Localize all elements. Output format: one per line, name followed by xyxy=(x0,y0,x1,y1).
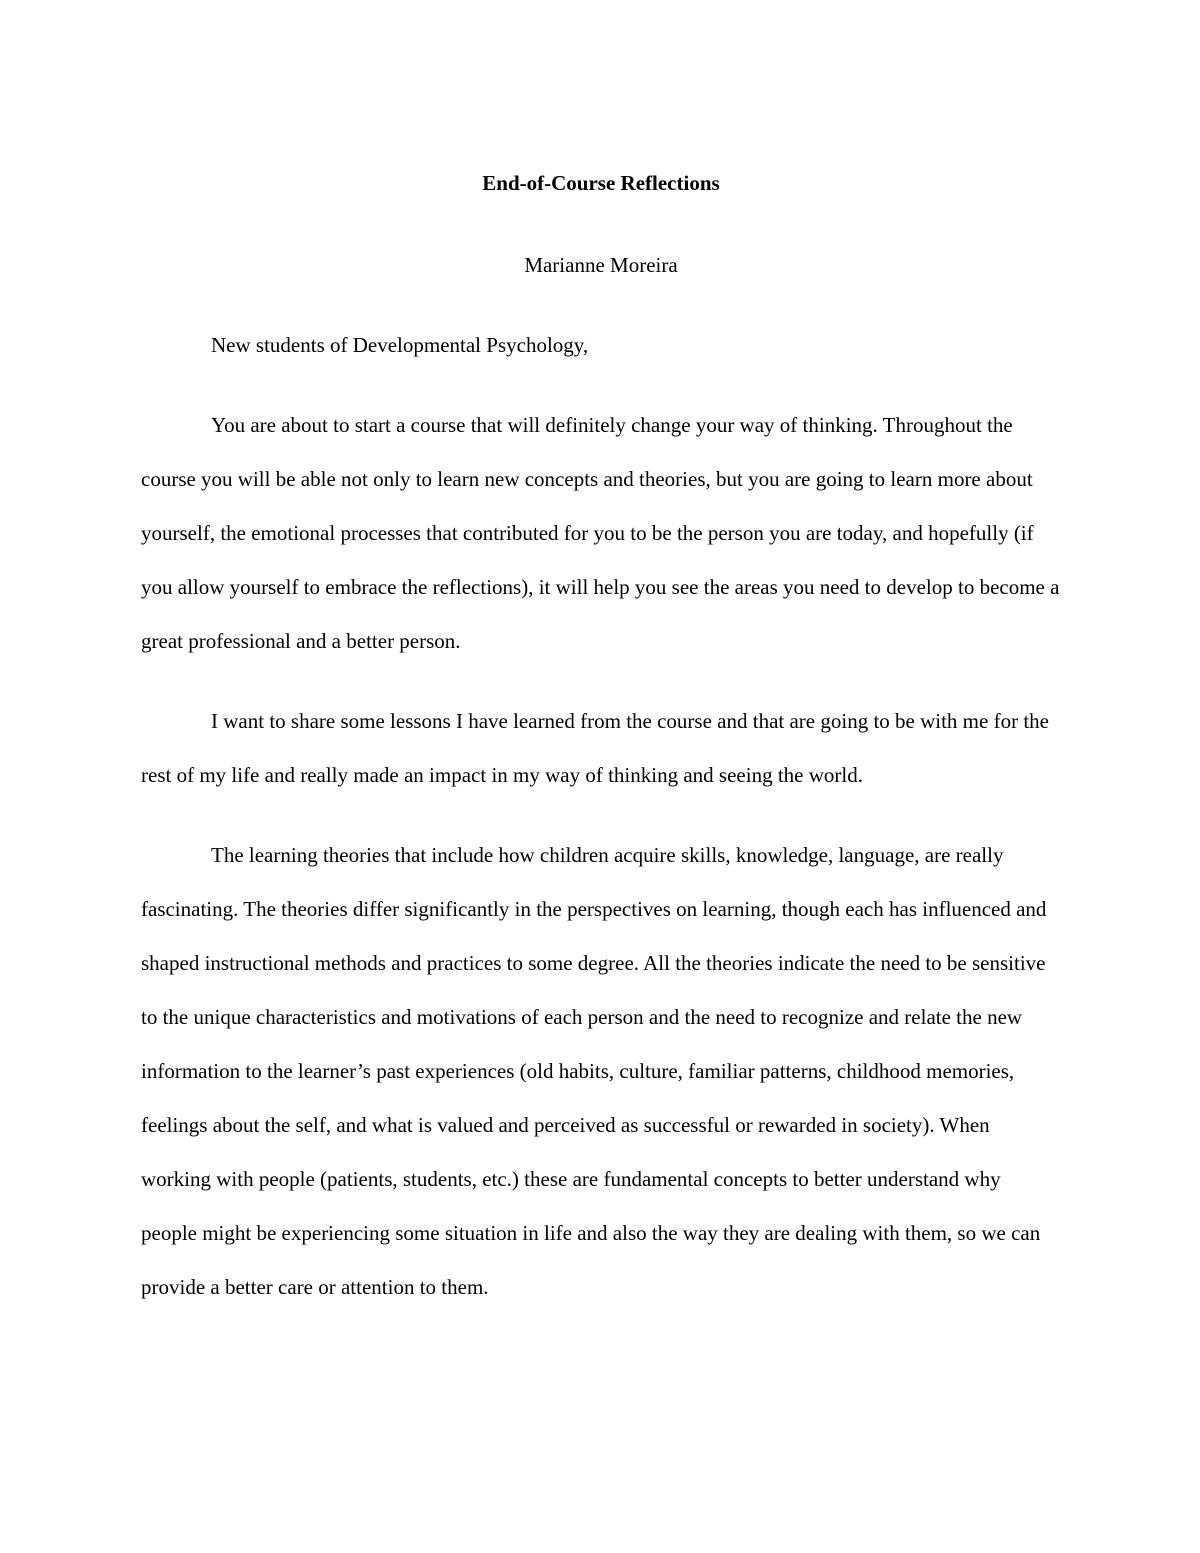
author-name: Marianne Moreira xyxy=(524,253,678,277)
paragraph-lessons: I want to share some lessons I have learned from the course and that are going to be with me for the rest of my life and really made an impact in my way of thinking and seeing the world. xyxy=(141,709,1049,787)
document-body xyxy=(141,163,1061,1314)
paragraph-learning-theories: The learning theories that include how children acquire skills, knowledge, language, are really fascinating. The theories differ significantly in the perspectives on learning, though each has influenced and shaped instructional methods and practices to some degree. All the theories indicate the need to be sensitive to the unique characteristics and motivations of each person and the need to recognize and relate the new information to the learner’s past experiences (old habits, culture, familiar patterns, childhood memories, feelings about the self, and what is valued and perceived as successful or rewarded in society). When working with people (patients, students, etc.) these are fundamental concepts to better understand why people might be experiencing some situation in life and also the way they are dealing with them, so we can provide a better care or attention to them. xyxy=(141,843,1047,1299)
salutation: New students of Developmental Psychology, xyxy=(211,333,589,357)
paragraph-intro: You are about to start a course that will definitely change your way of thinking. Throughout the course you will be able not only to learn new concepts and theories, but you are going to learn more about yourself, the emotional processes that contributed for you to be the person you are today, and hopefully (if you allow yourself to embrace the reflections), it will help you see the areas you need to develop to become a great professional and a better person. xyxy=(141,413,1060,653)
document-title: End-of-Course Reflections xyxy=(482,171,720,195)
